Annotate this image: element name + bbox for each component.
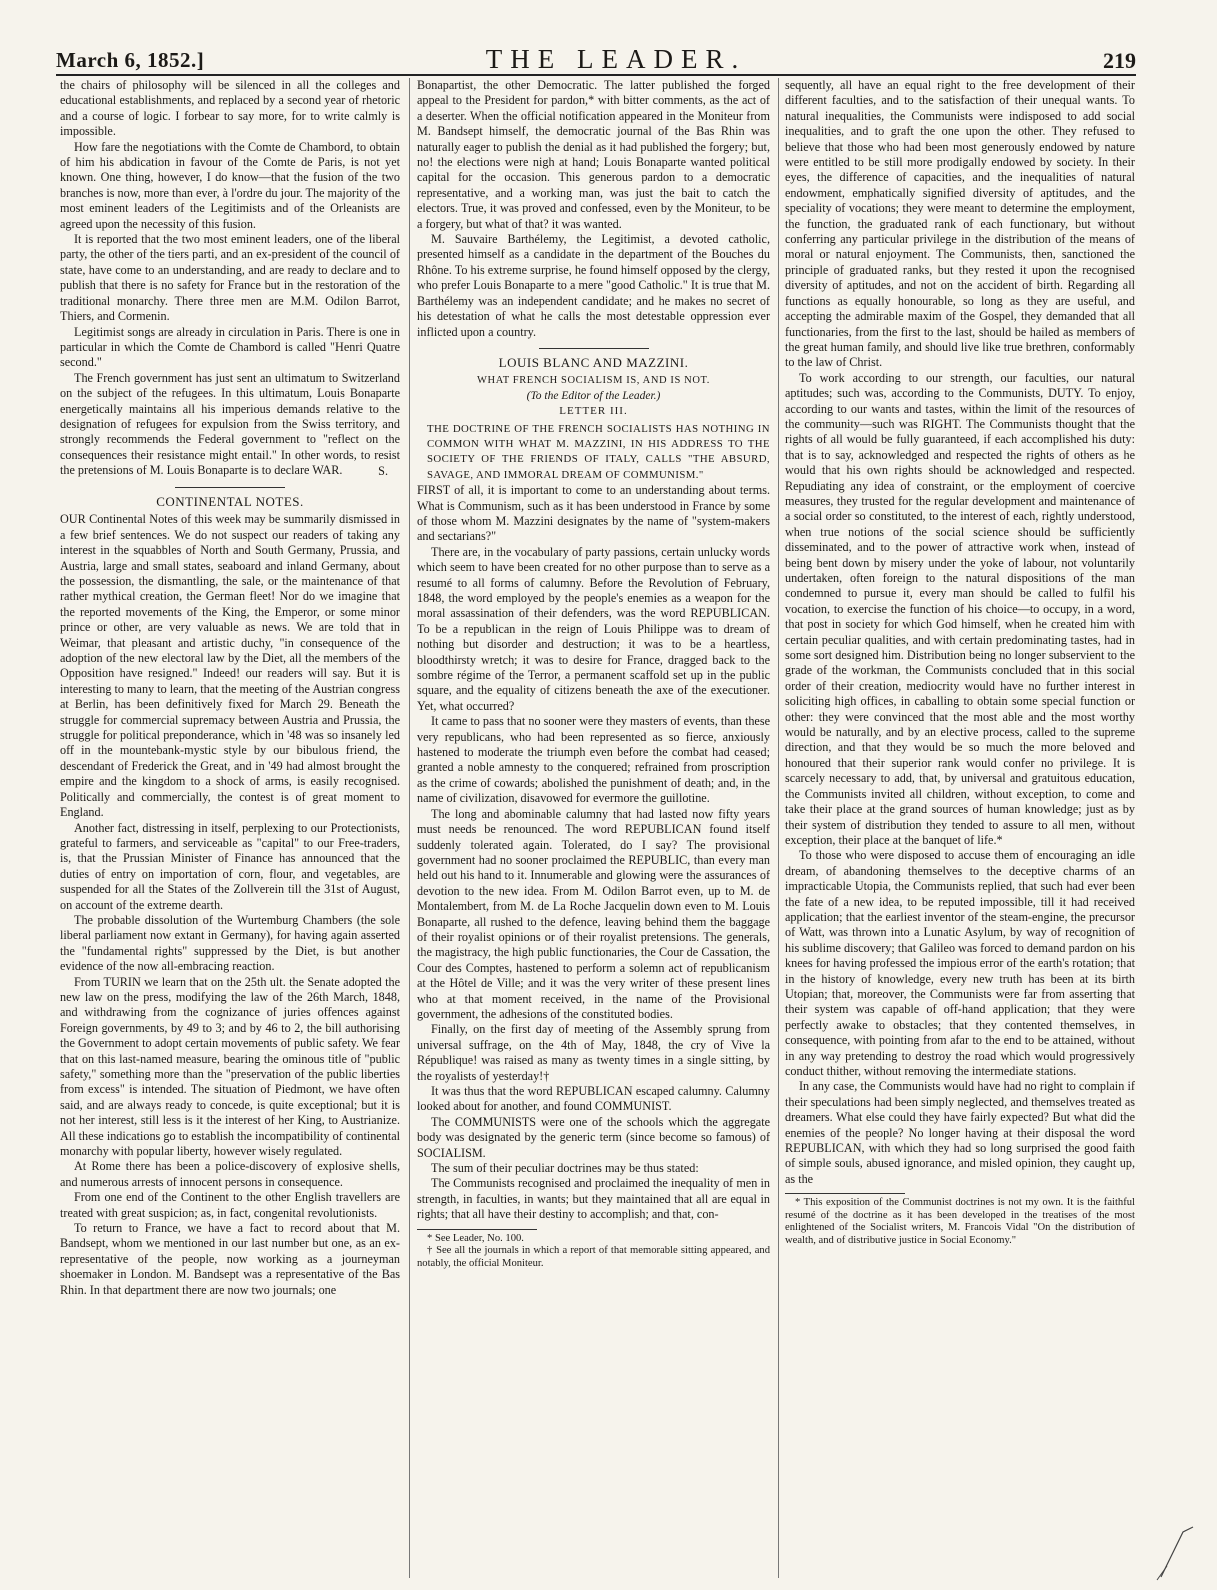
paragraph: M. Sauvaire Barthélemy, the Legitimist, a devoted catholic, presented himself as a candidate in the department of the Bouches du Rhône. To his extreme surprise, he found himself opposed by the clergy, who prefer Louis Bonaparte to a mere "good Catholic." It is true that M. Barthélemy was an independent candidate; and he makes no secret of his detestation of what he calls the most detestable oppression ever inflicted upon a country. <box>417 232 770 339</box>
page-number: 219 <box>1103 48 1136 73</box>
paragraph: Legitimist songs are already in circulation in Paris. There is one in particular in which the Comte de Chambord is called "Henri Quatre second." <box>60 324 400 370</box>
paragraph: sequently, all have an equal right to the free development of their different faculties, and to the satisfaction of their unequal wants. To natural inequalities, the Communists were indisposed to add social inequalities, and to graft the one upon the other. They refused to believe that those who had been most generously endowed by nature were entitled to be still more prodigally endowed by society. In their eyes, the difference of capacities, and the inequalities of natural endowment, emphatically signified diversity of aptitudes, and the speciality of vocations; they were meant to determine the employment, the function, the graduated rank of each functionary, but without conferring any particular privilege in the distribution of the means of moral or natural enjoyment. The Communists, then, sanctioned the principle of graduated ranks, but they rested it upon the recognised diversity of aptitudes, and not on the accident of birth. Regarding all functions as equally honourable, so long as they are useful, and accepting the admirable maxim of the Gospel, they demanded that all functionaries, from the first to the last, should be hailed as members of the great human family, and should live like true brethren, conformably to the law of Christ. <box>785 78 1135 370</box>
paragraph: From TURIN we learn that on the 25th ult. the Senate adopted the new law on the press, modifying the law of the 26th March, 1848, and withdrawing from the cognizance of juries offences against Foreign governments, by 49 to 3; and by 46 to 2, the bill authorising the Government to adopt certain movements of public safety. We fear that on this last-named measure, bearing the ominous title of "public safety," something more than the "preservation of the public liberties from excess" is intended. The situation of Piedmont, we have often said, and are always ready to concede, is quite exceptional; but it is not her interest, still less is it the interest of her King, to Austrianize. All these indications go to establish the incompatibility of continental monarchy with popular liberty, however wisely regulated. <box>60 974 400 1159</box>
continental-notes-heading: CONTINENTAL NOTES. <box>156 493 304 509</box>
paragraph: It is reported that the two most eminent leaders, one of the liberal party, the other of the tiers parti, and an ex-president of the council of state, have come to an understanding, and are ready to declare and to publish that there is no safety for France but in the restoration of the traditional monarchy. There three men are M.M. Odilon Barrot, Thiers, and Cormenin. <box>60 232 400 324</box>
footnote: * See Leader, No. 100. <box>427 1232 524 1244</box>
paragraph: The sum of their peculiar doctrines may be thus stated: <box>431 1161 699 1176</box>
section-rule <box>175 487 285 488</box>
paragraph: OUR Continental Notes of this week may be summarily dismissed in a few brief sentences. We do not suspect our readers of taking any interest in the squabbles of North and South Germany, Prussia, and Austria, large and small states, seaboard and inland Germany, about the possession, the dismantling, the sale, or the maintenance of that rather mythical creation, the German fleet! Nor do we imagine that the reported movements of the King, the Emperor, or some minor prince or other, are very valuable as news. We are told that in Weimar, that pleasant and artistic duchy, "in consequence of the adoption of the new electoral law by the Diet, all the members of the Opposition have resigned." Indeed! our readers will say. But it is interesting to many to learn, that the meeting of the Austrian congress at Berlin, has been definitively fixed for March 29. Beneath the struggle for commercial supremacy between Austria and Prussia, the struggle for political preponderance, which in '48 was so insanely led off in the mountebank-mystic style by our bibulous friend, the descendant of Frederick the Great, and in '49 had almost brought the empire and the kingdom to a shock of arms, is easily recognised. Politically and commercially, the contest is of great moment to England. <box>60 512 400 820</box>
paragraph: the chairs of philosophy will be silenced in all the colleges and educational establishments, and replaced by a second year of rhetoric and a course of logic. I forbear to say more, for to write calmly is impossible. <box>60 78 400 139</box>
paragraph: To work according to our strength, our faculties, our natural aptitudes; such was, according to the Communists, DUTY. To enjoy, according to our wants and tastes, within the limit of the resources of the community—such was RIGHT. The Communists thought that the rights of all would be fully guaranteed, if each accomplished his duty: that is to say, acknowledged and respected the rights of others as he would that his own rights should be acknowledged and respected. Repudiating any idea of constraint, or the employment of coercive measures, they trusted for the regular development and maintenance of a social order so constituted, to the interest of each, rightly understood, when true notions of the social science should be sufficiently disseminated, and to the power of attractive work when, instead of being bent down by misery under the yoke of labour, not voluntarily undertaken, often foreign to the natural dispositions of the man condemned to pursue it, every man should be called to fulfil his vocation, to exercise the function of his choice—to occupy, in a word, that post in society for which God himself, when he created him with certain peculiar qualities, and with certain predominating tastes, had in some sort designed him. Distribution being no longer subservient to the grade of the workman, the Communists concluded that in this social order of their creation, mediocrity would have no further interest in soliciting high offices, in caballing to obtain some special function or other: they were convinced that the most able and the most worthy would be naturally, and by an elective process, called to the supreme direction, and that they would be so much the more beloved and honoured that their superior rank would confer no privilege. It is scarcely necessary to add, that, by universal and gratuitous education, the Communists invited all children, without exception, to come and take their place at the grand sources of human knowledge; just as by their system of distribution they tended to assure to all men, without exception, their place at the banquet of life.* <box>785 370 1135 847</box>
to-editor-line: (To the Editor of the Leader.) <box>526 389 661 402</box>
paragraph: From one end of the Continent to the other English travellers are treated with great suspicion; as, in fact, congenital revolutionists. <box>60 1190 400 1220</box>
column-left <box>60 78 400 1578</box>
paragraph: The long and abominable calumny that had lasted now fifty years must needs be renounced. The word REPUBLICAN found itself suddenly tolerated again. Tolerated, do I say? The provisional government had no sooner proclaimed the REPUBLIC, than every man held out his hand to it. Innumerable and glowing were the assurances of devotion to the new idea. From M. Odilon Barrot even, up to M. de Montalembert, from M. de La Roche Jacquelin down even to M. Louis Bonaparte, all rushed to the defence, leaving behind them the baggage of their royalist opinions or of their royalist pretensions. The generals, the magistracy, the high public functionaries, the Cour de Cassation, the Cour des Comptes, hastened to perform a solemn act of republicanism at the Hôtel de Ville; and it was the very writer of these present lines who at that moment received, in the name of the Provisional government, the adhesions of the constituted bodies. <box>417 806 770 1021</box>
article-summary: THE DOCTRINE OF THE FRENCH SOCIALISTS HAS NOTHING IN COMMON WITH WHAT M. MAZZINI, IN HIS ADDRESS TO THE SOCIETY OF THE FRIENDS OF ITALY, CALLS "THE ABSURD, SAVAGE, AND IMMORAL DREAM OF COMMUNISM." <box>427 422 770 481</box>
page-header <box>56 44 1136 74</box>
paragraph: Finally, on the first day of meeting of the Assembly sprung from universal suffrage, on the 4th of May, 1848, the cry of Vive la République! was raised as many as twenty times in a single sitting, by the royalists of yesterday!† <box>417 1022 770 1083</box>
paragraph: There are, in the vocabulary of party passions, certain unlucky words which seem to have been created for no other purpose than to serve as a resumé to all forms of calumny. Before the Revolution of February, 1848, the word employed by the people's enemies as a weapon for the moral assassination of their defenders, was the word REPUBLICAN. To be a republican in the reign of Louis Philippe was to dream of nothing but disorder and destruction; it was to be a heartless, bloodthirsty wretch; it was to desire for France, dragged back to the sombre régime of the Terror, a permanent scaffold set up in the public square, and the equality of citizens beneath the axe of the executioner. Yet, what occurred? <box>417 544 770 713</box>
column-divider <box>778 78 779 1578</box>
paragraph: The French government has just sent an ultimatum to Switzerland on the subject of the refugees. In this ultimatum, Louis Bonaparte energetically maintains all his imperious demands relative to the designation of refugees for expulsion from the Swiss territory, and strongly recommends the Federal government to "reflect on the consequences their resistance might entail." In other words, to resist the pretensions of M. Louis Bonaparte is to declare WAR. <box>60 370 400 478</box>
header-rule <box>56 74 1136 76</box>
paragraph: FIRST of all, it is important to come to an understanding about terms. What is Communism, such as it has been understood in France by some of those whom M. Mazzini designates by the name of "system-makers and sectarians?" <box>417 483 770 544</box>
paragraph: The Communists recognised and proclaimed the inequality of men in strength, in faculties, in wants; but they maintained that all are equal in rights; that all have their destiny to accomplish; and that, con- <box>417 1176 770 1222</box>
paragraph: Another fact, distressing in itself, perplexing to our Protectionists, grateful to farmers, and serviceable as "capital" to our Free-traders, is, that the Prussian Minister of Finance has announced that the duties of entry on importation of corn, flour, and vegetables, are suspended for all the States of the Zollverein till the 31st of August, on account of the extreme dearth. <box>60 820 400 912</box>
footnote: † See all the journals in which a report of that memorable sitting appeared, and notably, the official Moniteur. <box>417 1245 770 1269</box>
column-right <box>785 78 1135 1578</box>
article-subheading: WHAT FRENCH SOCIALISM IS, AND IS NOT. <box>477 375 710 387</box>
paragraph: The COMMUNISTS were one of the schools which the aggregate body was designated by the generic term (since become so famous) of SOCIALISM. <box>417 1114 770 1160</box>
column-middle <box>417 78 770 1578</box>
issue-date: March 6, 1852.] <box>56 48 205 72</box>
pen-mark-icon <box>1153 1522 1203 1582</box>
paragraph: It was thus that the word REPUBLICAN escaped calumny. Calumny looked about for another, and found COMMUNIST. <box>417 1084 770 1114</box>
paragraph: The probable dissolution of the Wurtemburg Chambers (the sole liberal parliament now extant in Germany), for having again asserted the "fundamental rights" suppressed by the Diet, is but another evidence of the now all-embracing reaction. <box>60 912 400 974</box>
paragraph: Bonapartist, the other Democratic. The latter published the forged appeal to the President for pardon,* with bitter comments, as the act of a deserter. When the official notification appeared in the Moniteur from M. Bandsept himself, the democratic journal of the Bas Rhin was naturally eager to publish the denial as it had published the forgery; but, no! the elections were nigh at hand; Louis Bonaparte wanted political capital for the occasion. This generous pardon to a democratic representative, and a working man, was just the bait to catch the electors. True, it was proved and confessed, even by the Moniteur, to be a forgery, but what of that? it was wanted. <box>417 78 770 231</box>
footnote: * This exposition of the Communist doctrines is not my own. It is the faithful resumé of the doctrine as it has been developed in the treatises of the most enlightened of the Socialist writers, M. Francois Vidal "On the distribution of wealth, and of distributive justice in Social Economy." <box>785 1197 1135 1247</box>
paragraph: At Rome there has been a police-discovery of explosive shells, and numerous arrests of innocent persons in consequence. <box>60 1159 400 1189</box>
letter-label: LETTER III. <box>559 405 628 418</box>
section-rule <box>539 348 649 349</box>
paragraph: It came to pass that no sooner were they masters of events, than these very republicans, who had been represented as so fierce, anxiously hastened to moderate the triumph even before the combat had ceased; granted a noble amnesty to the conquered; refrained from proscription as the crime of cowards; abolished the punishment of death; and, in the name of civilization, disavowed for evermore the guillotine. <box>417 714 770 806</box>
footnote-rule <box>785 1193 905 1194</box>
article-heading: LOUIS BLANC AND MAZZINI. <box>498 354 689 370</box>
column-divider <box>409 78 410 1578</box>
paragraph: In any case, the Communists would have had no right to complain if their speculations had been simply neglected, and themselves treated as dreamers. What else could they have fairly expected? But what did the enemies of the people? No longer having at their disposal the word REPUBLICAN, with which they had so long surprised the good faith of simple souls, abused ignorance, and misled opinion, they caught up, as the <box>785 1079 1135 1186</box>
paragraph: To those who were disposed to accuse them of encouraging an idle dream, of abandoning themselves to the deceptive charms of an impracticable Utopia, the Communists replied, that such had ever been the fate of a new idea, to be reputed impossible, till it had received application; that the earliest inventor of the steam-engine, the precursor of Watt, was thrown into a Lunatic Asylum, by way of recognition of his sublime discovery; that Galileo was forced to demand pardon on his knees for having professed the impious error of the earth's rotation; that in the history of knowledge, every new truth has been at its birth Utopian; that, moreover, the Communists were far from asserting that their system was capable of off-hand application; that they were perfectly awake to obstacles; that they contented themselves, in consequence, with pointing from afar to the end to be attained, without in any way pretending to destroy the road which would progressively conduct thither, without removing the intermediate stations. <box>785 848 1135 1078</box>
paragraph: How fare the negotiations with the Comte de Chambord, to obtain of him his abdication in favour of the Comte de Paris, is not yet known. One thing, however, I do know—that the fusion of the two branches is now, more than ever, à l'ordre du jour. The majority of the most eminent leaders of the Legitimists and of the Orleanists are agreed upon the necessity of this fusion. <box>60 139 400 231</box>
paragraph: To return to France, we have a fact to record about that M. Bandsept, whom we mentioned in our last number but one, as an ex-representative of the people, now working as a journeyman shoemaker in London. M. Bandsept was a representative of the Bas Rhin. In that department there are now two journals; one <box>60 1221 400 1297</box>
footnote-rule <box>417 1229 537 1230</box>
signature: S. <box>378 463 388 478</box>
newspaper-title: THE LEADER. <box>485 44 747 74</box>
